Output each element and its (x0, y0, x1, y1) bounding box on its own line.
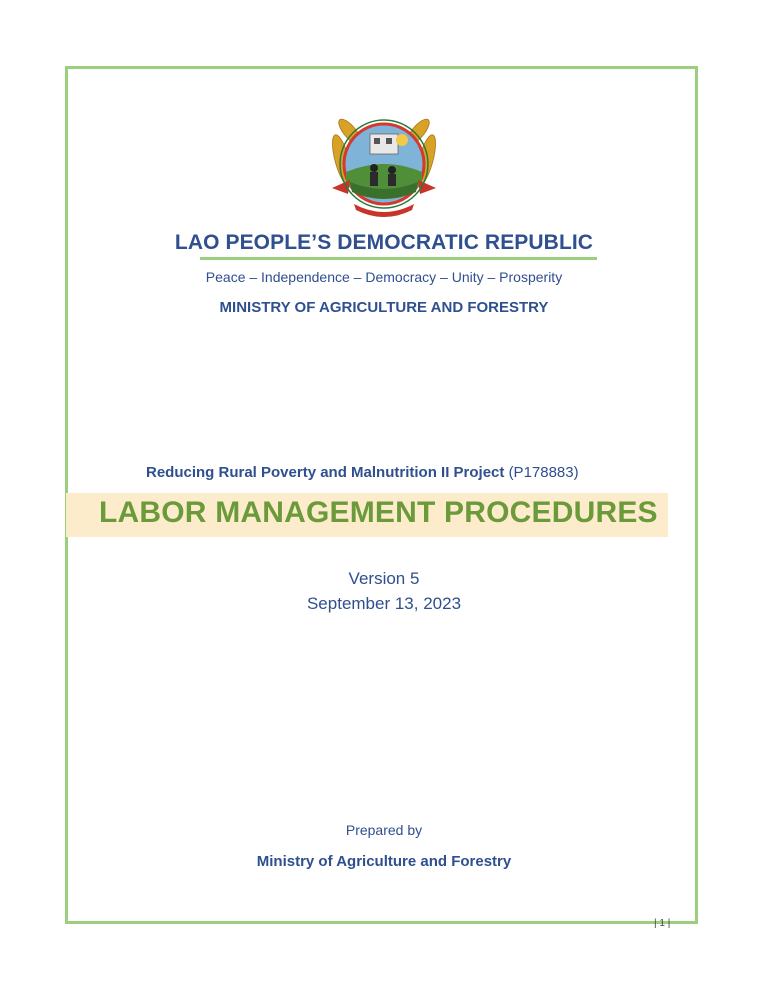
preparing-ministry: Ministry of Agriculture and Forestry (256, 853, 512, 870)
country-heading: LAO PEOPLE’S DEMOCRATIC REPUBLIC (174, 231, 594, 254)
country-underline (200, 257, 597, 260)
lao-national-emblem-icon (328, 110, 440, 222)
national-motto: Peace – Independence – Democracy – Unity – Prosperity (205, 269, 563, 285)
ministry-heading: MINISTRY OF AGRICULTURE AND FORESTRY (219, 299, 549, 316)
project-line (146, 464, 579, 481)
document-title: LABOR MANAGEMENT PROCEDURES (99, 496, 658, 529)
document-version: Version 5 (348, 569, 420, 588)
page-number: | 1 | (654, 918, 671, 929)
project-code: (P178883) (508, 464, 579, 481)
document-date: September 13, 2023 (306, 594, 462, 613)
project-name: Reducing Rural Poverty and Malnutrition II Project (146, 464, 505, 481)
prepared-by-label: Prepared by (345, 822, 423, 838)
